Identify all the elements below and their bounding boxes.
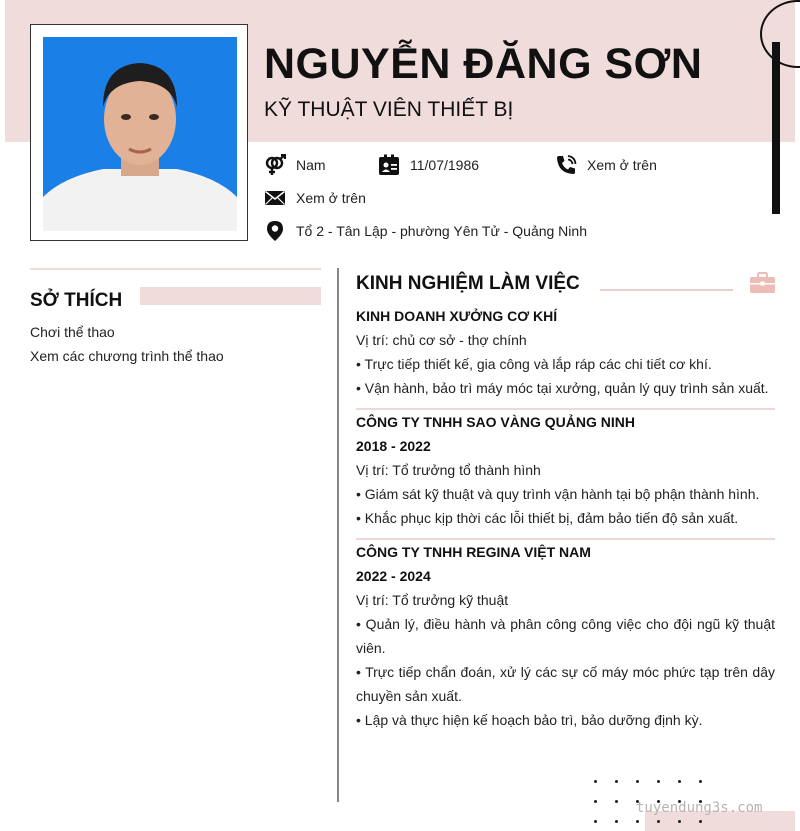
hobbies-heading: SỞ THÍCH [30,290,123,311]
divider [30,268,321,270]
job-bullet: • Giám sát kỹ thuật và quy trình vận hành tại bộ phận thành hình. [356,486,760,502]
experience-entry [356,410,775,530]
full-name: NGUYỄN ĐĂNG SƠN [264,40,703,88]
phone-value: Xem ở trên [587,157,657,173]
watermark: tuyendung3s.com [636,800,763,816]
heading-underline [600,289,733,291]
job-bullet: • Trực tiếp thiết kế, gia công và lắp ráp các chi tiết cơ khí. [356,356,712,372]
experience-heading: KINH NGHIỆM LÀM VIỆC [356,273,580,294]
gender-info [264,154,326,176]
column-divider [337,268,339,802]
company-name: KINH DOANH XƯỞNG CƠ KHÍ [356,308,558,324]
id-card-icon [378,154,400,176]
decorative-bar [772,42,780,214]
company-name: CÔNG TY TNHH REGINA VIỆT NAM [356,544,591,560]
envelope-icon [264,187,286,209]
heading-accent-bar [140,287,321,305]
avatar [43,37,237,231]
location-pin-icon [264,220,286,242]
job-period: 2022 - 2024 [356,568,431,584]
hobby-item: Xem các chương trình thể thao [30,348,224,364]
phone-icon [555,154,577,176]
job-bullet: • Trực tiếp chẩn đoán, xử lý các sự cố máy móc phức tạp trên dây chuyền sản xuất. [356,664,775,704]
gender-icon [264,154,286,176]
address-value: Tổ 2 - Tân Lập - phường Yên Tử - Quảng Ninh [296,223,587,239]
job-period: 2018 - 2022 [356,438,431,454]
briefcase-icon [749,272,776,299]
experience-entry [356,540,775,732]
job-role: Vị trí: chủ cơ sở - thợ chính [356,332,527,348]
experience-entry [356,304,775,400]
birthday-value: 11/07/1986 [410,157,480,173]
job-role: Vị trí: Tổ trưởng kỹ thuật [356,592,509,608]
address-info [264,220,587,242]
gender-value: Nam [296,157,326,173]
avatar-frame [30,24,248,241]
job-bullet: • Vận hành, bảo trì máy móc tại xưởng, quản lý quy trình sản xuất. [356,380,769,396]
email-info [264,187,366,209]
phone-info [555,154,657,176]
email-value: Xem ở trên [296,190,366,206]
job-bullet: • Quản lý, điều hành và phân công công việc cho đội ngũ kỹ thuật viên. [356,616,775,656]
hobby-item: Chơi thể thao [30,324,115,340]
job-title: KỸ THUẬT VIÊN THIẾT BỊ [264,98,514,121]
job-bullet: • Lập và thực hiện kế hoạch bảo trì, bảo dưỡng định kỳ. [356,712,703,728]
company-name: CÔNG TY TNHH SAO VÀNG QUẢNG NINH [356,414,635,430]
job-role: Vị trí: Tổ trưởng tổ thành hình [356,462,541,478]
birthday-info [378,154,479,176]
job-bullet: • Khắc phục kịp thời các lỗi thiết bị, đảm bảo tiến độ sản xuất. [356,510,739,526]
